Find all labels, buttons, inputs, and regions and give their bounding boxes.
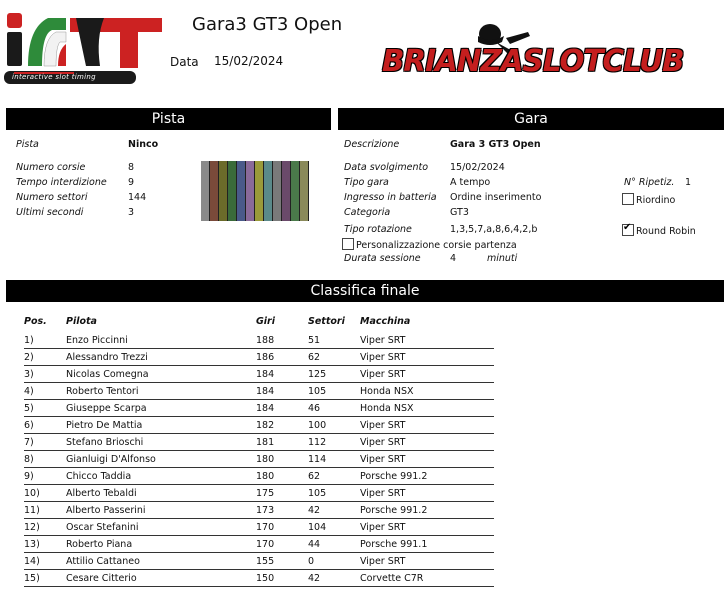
track-lanes-image (201, 161, 309, 221)
tipo-rotazione-label: Tipo rotazione (344, 224, 412, 235)
cell-pos: 4) (24, 383, 66, 400)
data-svolgimento-label: Data svolgimento (344, 162, 429, 173)
date-value: 15/02/2024 (214, 54, 284, 68)
col-macchina: Macchina (360, 316, 411, 327)
date-label: Data (170, 55, 199, 69)
ripetizioni-value: 1 (685, 177, 692, 188)
cell-pos: 2) (24, 349, 66, 366)
ingresso-batteria-label: Ingresso in batteria (344, 192, 437, 203)
cell-pos: 10) (24, 485, 66, 502)
classifica-header: Classifica finale (6, 280, 724, 302)
cell-giri: 175 (256, 485, 308, 502)
cell-giri: 184 (256, 400, 308, 417)
cell-pilota: Giuseppe Scarpa (66, 400, 256, 417)
ripetizioni-label: N° Ripetiz. (624, 177, 675, 188)
descrizione-label: Descrizione (344, 139, 400, 150)
cell-pos: 11) (24, 502, 66, 519)
cell-pilota: Chicco Taddia (66, 468, 256, 485)
cell-macchina: Corvette C7R (360, 570, 494, 587)
cell-macchina: Viper SRT (360, 417, 494, 434)
cell-pilota: Enzo Piccinni (66, 332, 256, 349)
durata-sessione-label: Durata sessione (344, 253, 421, 264)
cell-settori: 125 (308, 366, 360, 383)
categoria-value: GT3 (450, 207, 469, 218)
lane-stripe (237, 161, 246, 221)
pista-header: Pista (6, 108, 331, 130)
classifica-table (24, 316, 494, 587)
numero-corsie-label: Numero corsie (16, 162, 86, 173)
riordino-label: Riordino (636, 195, 676, 206)
round-robin-checkbox-box[interactable] (622, 224, 634, 236)
lane-stripe (255, 161, 264, 221)
lane-stripe (282, 161, 291, 221)
lane-stripe (273, 161, 282, 221)
personalizzazione-checkbox-box[interactable] (342, 238, 354, 250)
cell-settori: 42 (308, 502, 360, 519)
table-row (24, 502, 494, 519)
riordino-checkbox[interactable] (622, 193, 675, 207)
cell-pilota: Alessandro Trezzi (66, 349, 256, 366)
lane-stripe (219, 161, 228, 221)
cell-macchina: Viper SRT (360, 519, 494, 536)
lane-stripe (210, 161, 219, 221)
tipo-gara-label: Tipo gara (344, 177, 389, 188)
cell-settori: 104 (308, 519, 360, 536)
cell-settori: 51 (308, 332, 360, 349)
table-row (24, 349, 494, 366)
cell-pos: 14) (24, 553, 66, 570)
table-row (24, 332, 494, 349)
table-row (24, 400, 494, 417)
table-row (24, 553, 494, 570)
cell-giri: 184 (256, 366, 308, 383)
table-row (24, 434, 494, 451)
tipo-gara-value: A tempo (450, 177, 491, 188)
cell-giri: 186 (256, 349, 308, 366)
cell-macchina: Viper SRT (360, 553, 494, 570)
cell-giri: 180 (256, 451, 308, 468)
ingresso-batteria-value: Ordine inserimento (450, 192, 542, 203)
cell-settori: 105 (308, 485, 360, 502)
table-row (24, 383, 494, 400)
cell-pilota: Oscar Stefanini (66, 519, 256, 536)
cell-giri: 180 (256, 468, 308, 485)
cell-pilota: Gianluigi D'Alfonso (66, 451, 256, 468)
cell-pos: 5) (24, 400, 66, 417)
cell-settori: 0 (308, 553, 360, 570)
cell-giri: 173 (256, 502, 308, 519)
round-robin-checkbox[interactable] (622, 224, 696, 238)
round-robin-label: Round Robin (636, 226, 696, 237)
cell-macchina: Honda NSX (360, 400, 494, 417)
cell-pilota: Pietro De Mattia (66, 417, 256, 434)
table-row (24, 485, 494, 502)
brianza-logo-text: BRIANZASLOTCLUB (382, 44, 684, 79)
data-svolgimento-value: 15/02/2024 (450, 162, 505, 173)
cell-settori: 62 (308, 468, 360, 485)
cell-pilota: Attilio Cattaneo (66, 553, 256, 570)
cell-settori: 112 (308, 434, 360, 451)
page-title: Gara3 GT3 Open (192, 14, 343, 35)
col-pilota: Pilota (66, 316, 97, 327)
ultimi-secondi-value: 3 (128, 207, 135, 218)
tempo-interdizione-value: 9 (128, 177, 135, 188)
ist-logo-tagline: interactive slot timing (12, 73, 96, 81)
personalizzazione-checkbox[interactable] (342, 238, 517, 252)
durata-sessione-value: 4 (450, 253, 457, 264)
cell-pos: 15) (24, 570, 66, 587)
tempo-interdizione-label: Tempo interdizione (16, 177, 107, 188)
cell-settori: 100 (308, 417, 360, 434)
table-row (24, 451, 494, 468)
numero-corsie-value: 8 (128, 162, 135, 173)
lane-stripe (201, 161, 210, 221)
numero-settori-value: 144 (128, 192, 147, 203)
lane-stripe (264, 161, 273, 221)
table-row (24, 468, 494, 485)
lane-stripe (300, 161, 309, 221)
ultimi-secondi-label: Ultimi secondi (16, 207, 84, 218)
lane-stripe (291, 161, 300, 221)
cell-pos: 9) (24, 468, 66, 485)
cell-giri: 188 (256, 332, 308, 349)
table-row (24, 536, 494, 553)
brianza-logo (378, 14, 690, 84)
cell-macchina: Porsche 991.1 (360, 536, 494, 553)
col-pos: Pos. (24, 316, 47, 327)
cell-pos: 13) (24, 536, 66, 553)
cell-pos: 7) (24, 434, 66, 451)
table-row (24, 366, 494, 383)
col-settori: Settori (308, 316, 345, 327)
cell-settori: 114 (308, 451, 360, 468)
lane-stripe (246, 161, 255, 221)
cell-macchina: Viper SRT (360, 332, 494, 349)
cell-pos: 1) (24, 332, 66, 349)
riordino-checkbox-box[interactable] (622, 193, 634, 205)
col-giri: Giri (256, 316, 275, 327)
cell-giri: 182 (256, 417, 308, 434)
cell-pos: 8) (24, 451, 66, 468)
cell-macchina: Porsche 991.2 (360, 468, 494, 485)
cell-macchina: Viper SRT (360, 434, 494, 451)
personalizzazione-label: Personalizzazione corsie partenza (356, 240, 517, 251)
cell-giri: 150 (256, 570, 308, 587)
durata-sessione-unit: minuti (487, 253, 518, 264)
cell-pilota: Alberto Passerini (66, 502, 256, 519)
cell-giri: 155 (256, 553, 308, 570)
cell-macchina: Viper SRT (360, 366, 494, 383)
cell-macchina: Honda NSX (360, 383, 494, 400)
table-row (24, 519, 494, 536)
cell-pilota: Roberto Piana (66, 536, 256, 553)
cell-macchina: Porsche 991.2 (360, 502, 494, 519)
cell-pilota: Alberto Tebaldi (66, 485, 256, 502)
cell-pos: 6) (24, 417, 66, 434)
cell-settori: 46 (308, 400, 360, 417)
numero-settori-label: Numero settori (16, 192, 88, 203)
classifica-header-row (24, 316, 494, 332)
cell-pos: 3) (24, 366, 66, 383)
categoria-label: Categoria (344, 207, 391, 218)
cell-giri: 184 (256, 383, 308, 400)
gara-header: Gara (338, 108, 724, 130)
cell-settori: 44 (308, 536, 360, 553)
ist-logo (4, 8, 166, 86)
table-row (24, 417, 494, 434)
pista-name-label: Pista (16, 139, 39, 150)
cell-settori: 105 (308, 383, 360, 400)
cell-pilota: Nicolas Comegna (66, 366, 256, 383)
cell-settori: 42 (308, 570, 360, 587)
cell-pilota: Cesare Citterio (66, 570, 256, 587)
cell-macchina: Viper SRT (360, 349, 494, 366)
cell-pilota: Stefano Brioschi (66, 434, 256, 451)
cell-giri: 170 (256, 536, 308, 553)
table-row (24, 570, 494, 587)
cell-macchina: Viper SRT (360, 485, 494, 502)
cell-giri: 170 (256, 519, 308, 536)
cell-giri: 181 (256, 434, 308, 451)
cell-settori: 62 (308, 349, 360, 366)
lane-stripe (228, 161, 237, 221)
cell-pos: 12) (24, 519, 66, 536)
tipo-rotazione-value: 1,3,5,7,a,8,6,4,2,b (450, 224, 538, 235)
cell-macchina: Viper SRT (360, 451, 494, 468)
pista-name-value: Ninco (128, 139, 159, 150)
descrizione-value: Gara 3 GT3 Open (450, 139, 541, 150)
cell-pilota: Roberto Tentori (66, 383, 256, 400)
